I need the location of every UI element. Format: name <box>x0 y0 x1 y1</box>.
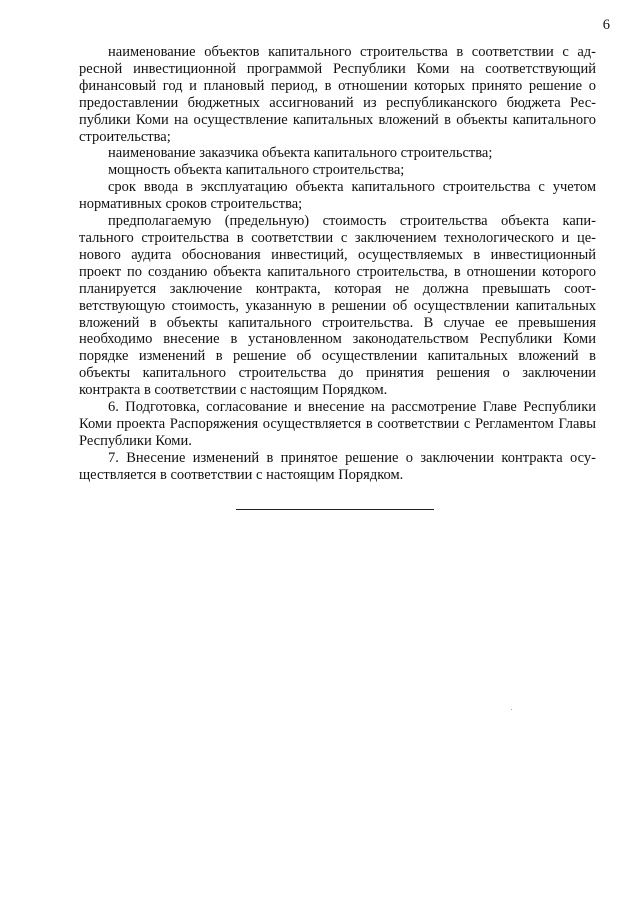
paragraph-customer-name: наименование заказчика объекта капитального строительства; <box>108 145 493 162</box>
paragraph-object-names: наименование объектов капитального строительства в соответствии с адресной инвестиционной программой Республики Коми на соответствующий финансовый год и плановый период, в отношении которых принято решение о предоставлении бюджетных ассигнований из республиканского бюджета Республики Коми на осуществление капитальных вложений в объекты капитального строительства; <box>79 44 596 145</box>
paragraph-item-7: 7. Внесение изменений в принятое решение о заключении контракта осуществляется в соответствии с настоящим Порядком. <box>79 449 596 483</box>
page-number: 6 <box>602 17 610 33</box>
paragraph-object-capacity: мощность объекта капитального строительства; <box>108 162 405 179</box>
end-of-document-rule <box>236 509 434 510</box>
document-body <box>79 44 596 484</box>
scan-speck <box>511 709 512 710</box>
paragraph-commissioning-date: срок ввода в эксплуатацию объекта капитального строительства с учетом нормативных сроков строительства; <box>79 179 596 213</box>
paragraph-item-6: 6. Подготовка, согласование и внесение на рассмотрение Главе Республики Коми проекта Распоряжения осуществляется в соответствии с Регламентом Главы Республики Коми. <box>79 399 596 449</box>
paragraph-estimated-cost: предполагаемую (предельную) стоимость строительства объекта капитального строительства в соответствии с заключением технологического и ценового аудита обоснования инвестиций, осуществляемых в инвестиционный проект по созданию объекта капитального строительства, в отношении которого планируется заключение контракта, которая не должна превышать соответствующую стоимость, указанную в решении об осуществлении капитальных вложений в объекты капитального строительства. В случае ее превышения необходимо внесение в установленном законодательством Республики Коми порядке изменений в решение об осуществлении капитальных вложений в объекты капитального строительства до принятия решения о заключении контракта в соответствии с настоящим Порядком. <box>79 213 596 399</box>
